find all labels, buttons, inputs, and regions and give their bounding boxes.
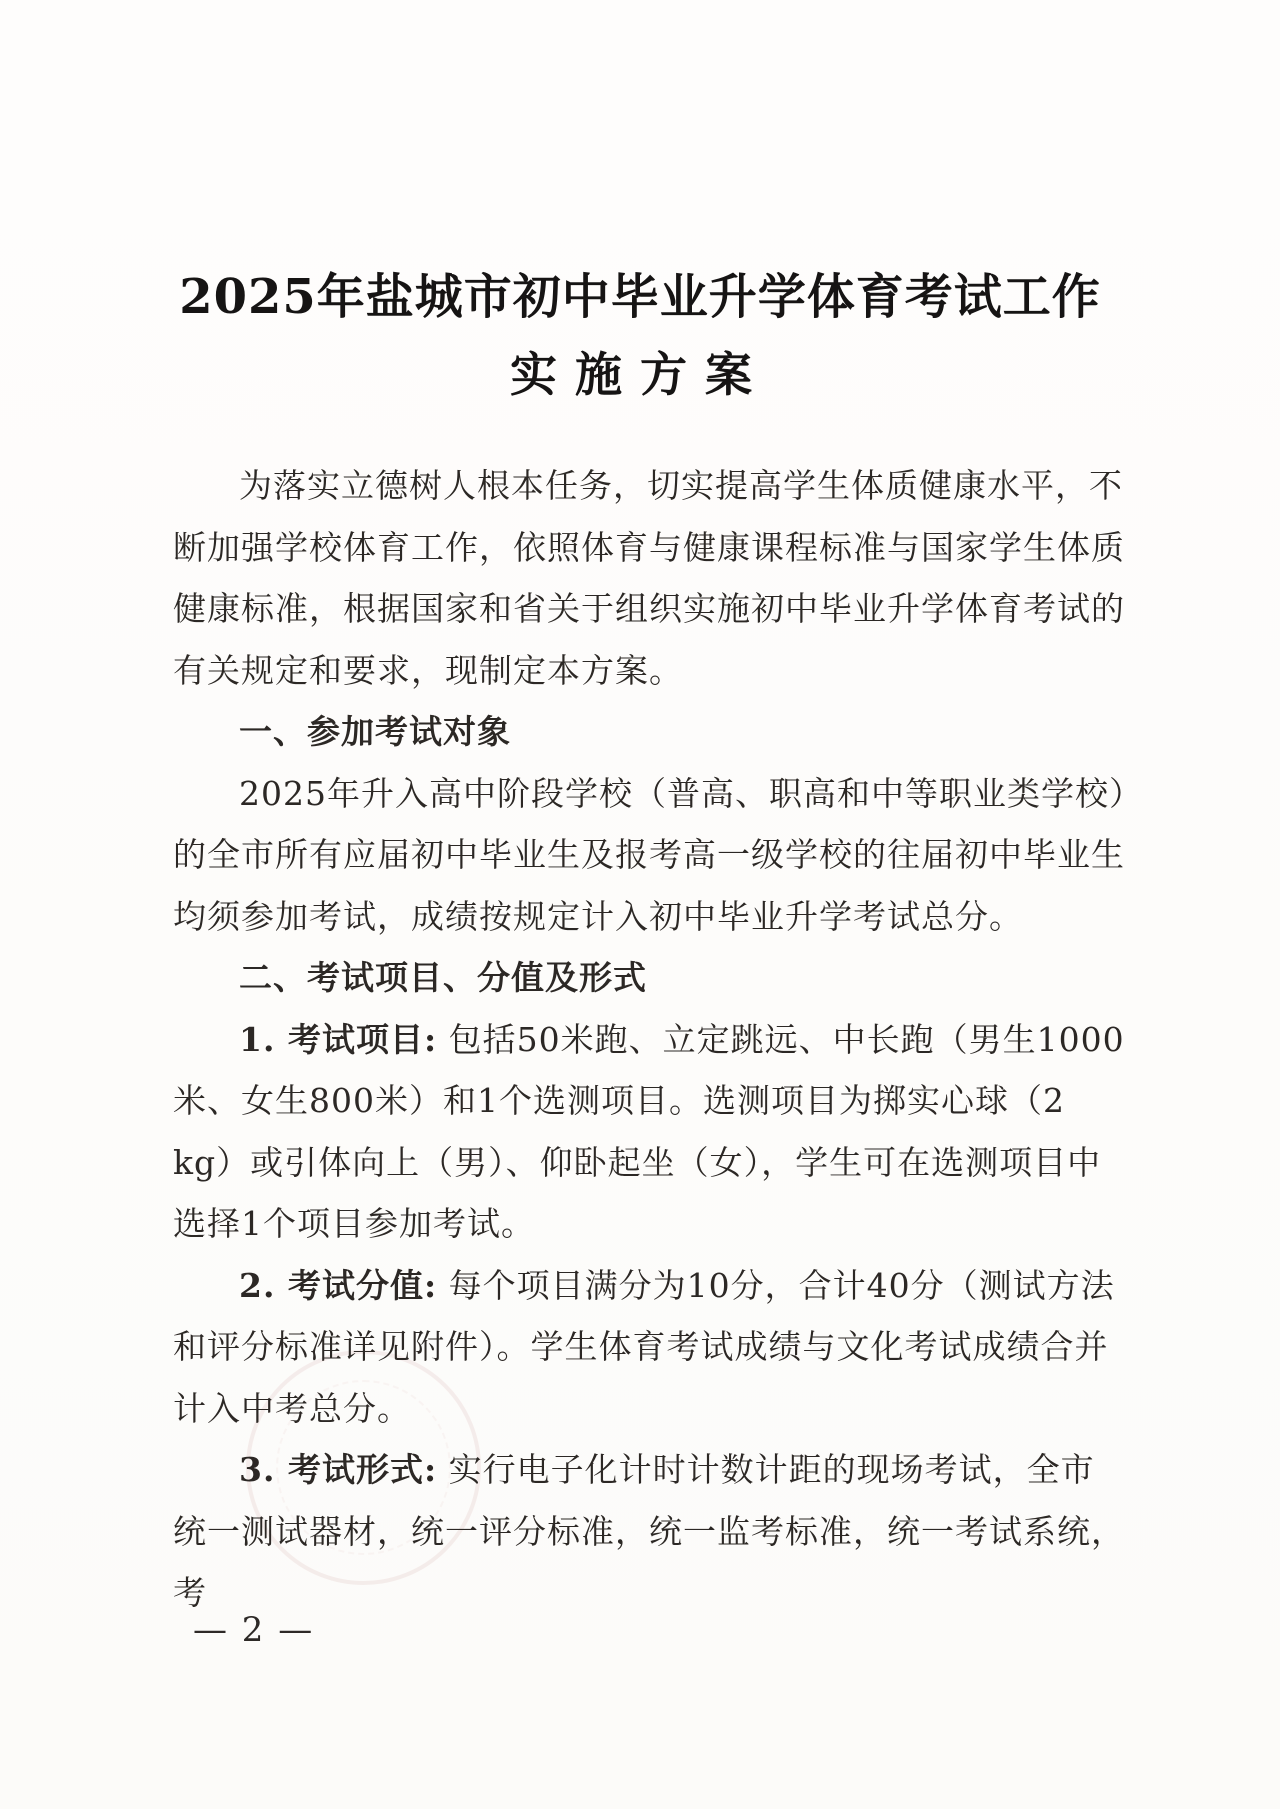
exam-format-label: 3. 考试形式: xyxy=(239,1450,438,1489)
section-heading-2: 二、考试项目、分值及形式 xyxy=(239,958,647,997)
exam-scores-text: 每个项目满分为10分，合计40分（测试方法和评分标准详见附件）。学生体育考试成绩与文化考试成绩合并计入中考总分。 xyxy=(173,1265,1115,1428)
section-1-paragraph: 2025年升入高中阶段学校（普高、职高和中等职业类学校）的全市所有应届初中毕业生及报考高一级学校的往届初中毕业生均须参加考试，成绩按规定计入初中毕业升学考试总分。 xyxy=(173,773,1127,936)
exam-scores-paragraph xyxy=(173,1255,1128,1440)
document-body xyxy=(173,455,1128,1624)
exam-format-text: 实行电子化计时计数计距的现场考试，全市统一测试器材，统一评分标准，统一监考标准，统一考试系统，考 xyxy=(173,1450,1125,1612)
document-title-line-2: 实施方案 xyxy=(510,348,770,403)
exam-items-label: 1. 考试项目: xyxy=(239,1019,438,1059)
exam-items-paragraph xyxy=(173,1009,1128,1255)
exam-format-paragraph xyxy=(173,1439,1128,1624)
document-title-line-1: 2025年盐城市初中毕业升学体育考试工作 xyxy=(179,269,1101,325)
exam-scores-label: 2. 考试分值: xyxy=(239,1265,438,1305)
exam-items-text: 包括50米跑、立定跳远、中长跑（男生1000米、女生800米）和1个选测项目。选测项目为掷实心球（2 kg）或引体向上（男）、仰卧起坐（女），学生可在选测项目中选择1个项目参加考试。 xyxy=(173,1019,1125,1243)
section-heading-1: 一、参加考试对象 xyxy=(239,712,511,751)
page-number: — 2 — xyxy=(193,1610,315,1650)
intro-paragraph: 为落实立德树人根本任务，切实提高学生体质健康水平，不断加强学校体育工作，依照体育与健康课程标准与国家学生体质健康标准，根据国家和省关于组织实施初中毕业升学体育考试的有关规定和要求，现制定本方案。 xyxy=(173,466,1125,690)
